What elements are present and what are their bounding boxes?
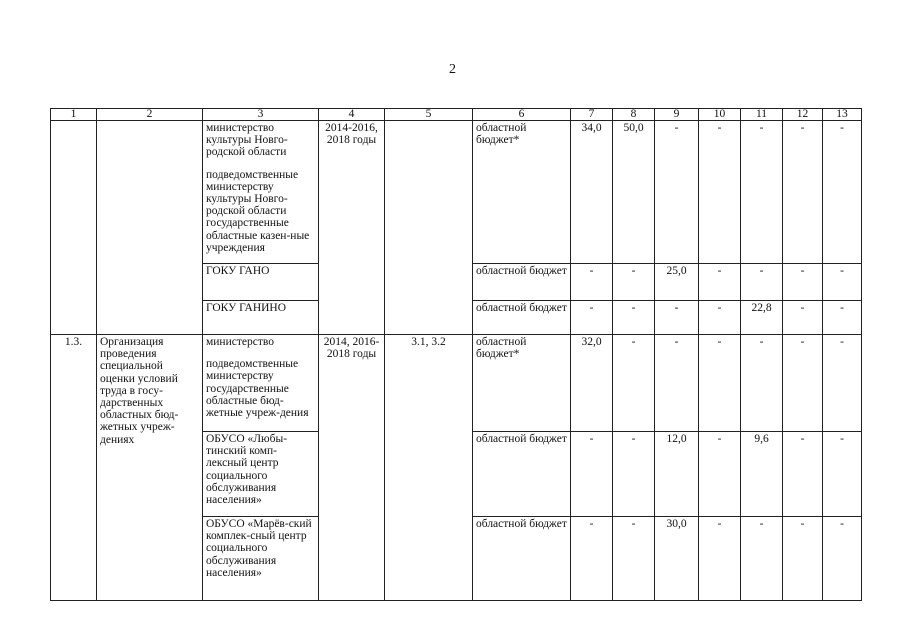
cell-source: областной бюджет — [473, 432, 571, 517]
cell-value: 9,6 — [741, 432, 783, 517]
cell-number: 1.3. — [51, 335, 97, 601]
cell-value: - — [699, 301, 741, 335]
cell-value: - — [741, 517, 783, 601]
executor-secondary: подведомственные министерству государственные областные бюд-жетные учреж-дения — [206, 358, 309, 420]
cell-executor: ГОКУ ГАНО — [203, 264, 319, 301]
cell-target: 3.1, 3.2 — [385, 335, 473, 601]
cell-source: областной бюджет* — [473, 335, 571, 432]
cell-value: - — [613, 432, 655, 517]
cell-value: - — [571, 301, 613, 335]
cell-value: - — [783, 121, 823, 264]
cell-value: 34,0 — [571, 121, 613, 264]
cell-executor: ОБУСО «Марёв-ский комплек-сный центр социального обслуживания населения» — [203, 517, 319, 601]
cell-value: - — [783, 301, 823, 335]
page-number: 2 — [449, 62, 456, 77]
cell-value: - — [699, 517, 741, 601]
cell-event — [97, 121, 203, 335]
cell-value: - — [741, 264, 783, 301]
cell-value: - — [571, 432, 613, 517]
cell-value: 22,8 — [741, 301, 783, 335]
cell-value: - — [699, 264, 741, 301]
header-cell: 4 — [319, 109, 385, 121]
header-cell: 8 — [613, 109, 655, 121]
header-cell: 10 — [699, 109, 741, 121]
cell-value: - — [823, 121, 862, 264]
cell-value: - — [741, 121, 783, 264]
cell-source: областной бюджет — [473, 517, 571, 601]
executor-primary: министерство — [206, 336, 274, 348]
cell-value: - — [741, 335, 783, 432]
cell-value: - — [823, 335, 862, 432]
cell-value: - — [699, 121, 741, 264]
header-cell: 13 — [823, 109, 862, 121]
cell-source: областной бюджет* — [473, 121, 571, 264]
cell-executor: ГОКУ ГАНИНО — [203, 301, 319, 335]
executor-secondary: подведомственные министерству культуры Новго-родской области государственные областные казен-ные учреждения — [206, 168, 310, 254]
table-row — [51, 121, 862, 264]
cell-executor — [203, 121, 319, 264]
cell-period: 2014-2016, 2018 годы — [319, 121, 385, 335]
header-cell: 2 — [97, 109, 203, 121]
header-cell: 7 — [571, 109, 613, 121]
cell-value: - — [613, 301, 655, 335]
cell-value: 32,0 — [571, 335, 613, 432]
header-row — [51, 109, 862, 121]
header-cell: 11 — [741, 109, 783, 121]
cell-value: - — [823, 432, 862, 517]
cell-value: - — [613, 517, 655, 601]
cell-value: 50,0 — [613, 121, 655, 264]
cell-value: - — [783, 517, 823, 601]
cell-value: - — [823, 301, 862, 335]
cell-source: областной бюджет — [473, 264, 571, 301]
cell-value: 25,0 — [655, 264, 699, 301]
cell-executor — [203, 335, 319, 432]
cell-value: - — [613, 264, 655, 301]
cell-value: 30,0 — [655, 517, 699, 601]
header-cell: 5 — [385, 109, 473, 121]
cell-value: - — [783, 335, 823, 432]
header-cell: 1 — [51, 109, 97, 121]
table-row — [51, 335, 862, 432]
cell-event: Организация проведения специальной оценки условий труда в госу-дарственных областных бюд-жетных учреж-дениях — [97, 335, 203, 601]
executor-primary: министерство культуры Новго-родской области — [206, 122, 288, 159]
cell-value: - — [571, 517, 613, 601]
cell-value: - — [783, 264, 823, 301]
header-cell: 12 — [783, 109, 823, 121]
cell-value: - — [655, 301, 699, 335]
cell-executor: ОБУСО «Любы-тинский комп-лексный центр социального обслуживания населения» — [203, 432, 319, 517]
cell-source: областной бюджет — [473, 301, 571, 335]
cell-value: - — [823, 517, 862, 601]
cell-value: - — [655, 121, 699, 264]
budget-table — [50, 108, 862, 601]
header-cell: 3 — [203, 109, 319, 121]
cell-target — [385, 121, 473, 335]
cell-value: - — [699, 335, 741, 432]
cell-period: 2014, 2016-2018 годы — [319, 335, 385, 601]
cell-value: - — [783, 432, 823, 517]
cell-number — [51, 121, 97, 335]
cell-value: 12,0 — [655, 432, 699, 517]
header-cell: 9 — [655, 109, 699, 121]
header-cell: 6 — [473, 109, 571, 121]
cell-value: - — [823, 264, 862, 301]
cell-value: - — [571, 264, 613, 301]
cell-value: - — [613, 335, 655, 432]
cell-value: - — [699, 432, 741, 517]
cell-value: - — [655, 335, 699, 432]
